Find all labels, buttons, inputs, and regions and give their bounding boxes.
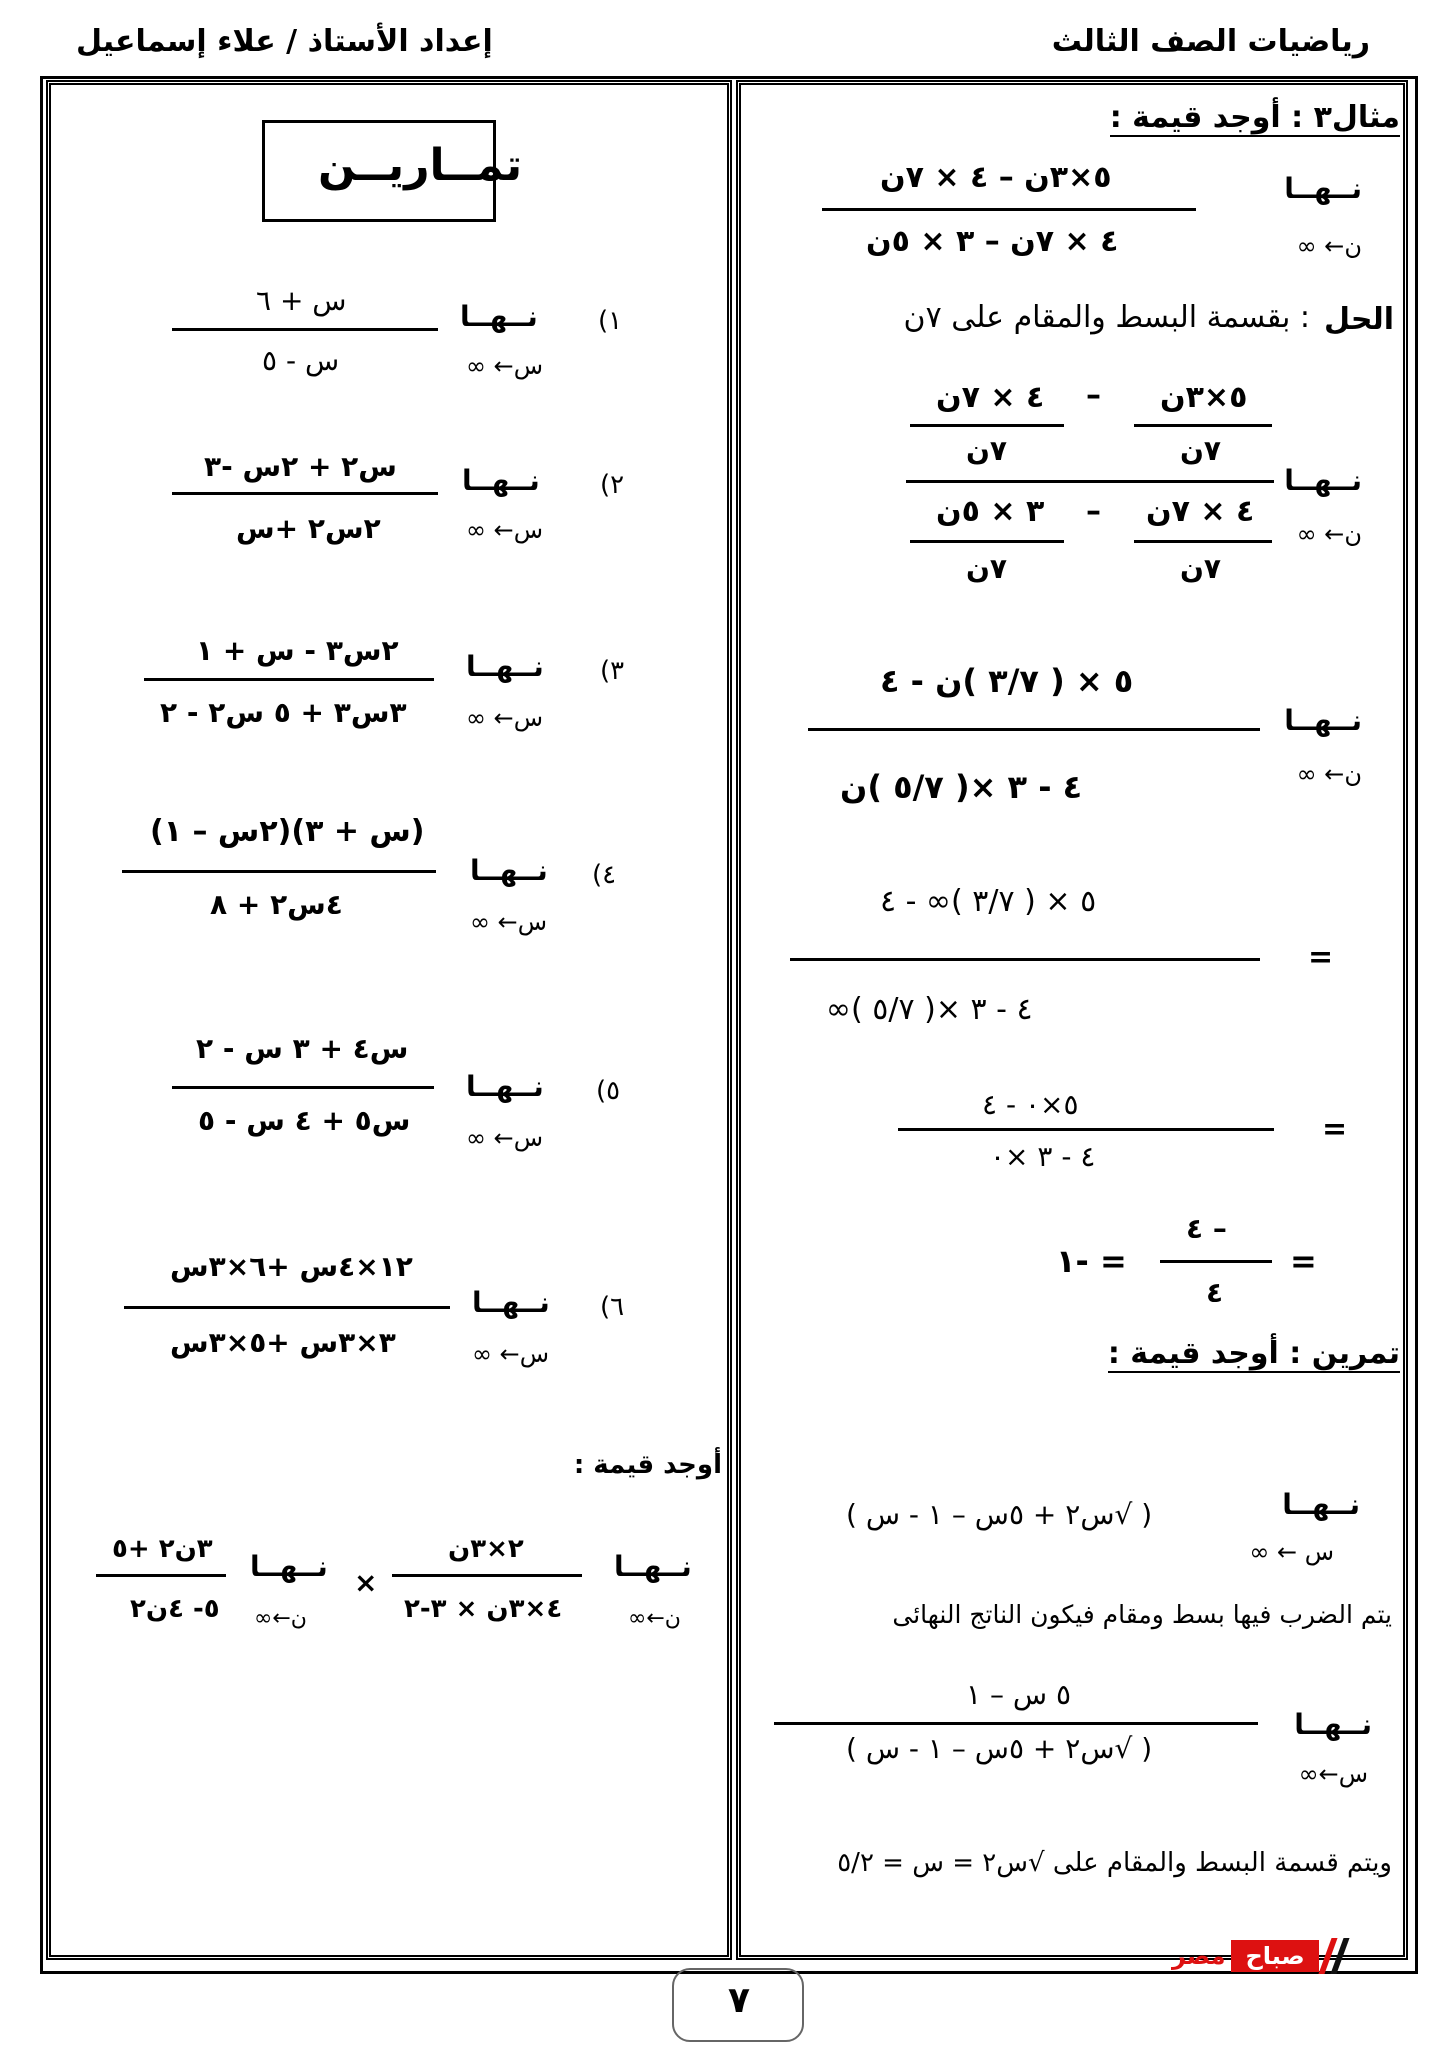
limit-subscript: س← ∞ [470,908,548,936]
fraction-bar [910,424,1064,427]
item-number: ٥) [596,1076,621,1106]
fraction-denominator: ٤ - ٣ ×( ٥/٧ )∞ [826,992,1033,1027]
limit-subscript: س← ∞ [466,352,544,380]
logo-text-a: صباح [1231,1940,1318,1972]
fraction-numerator: ١٢×٤س +٦×٣س [170,1250,413,1283]
fraction-numerator: س٤ + ٣ س - ٢ [196,1032,409,1065]
fraction-denominator: ٤ - ٣ ×٠ [990,1140,1096,1173]
limit-subscript: ن←∞ [628,1606,681,1631]
logo-text-b: مصر [1172,1942,1226,1970]
subject-header: رياضيات الصف الثالث [1051,24,1370,59]
exercise-title: تمرين : أوجد قيمة : [1107,1336,1400,1371]
lim-label: نــهــا [250,1550,328,1583]
fraction-bar [910,540,1064,543]
limit-subscript: س←∞ [1298,1760,1368,1788]
fraction-bar [906,480,1274,483]
term: ٥×٣ن [1160,380,1248,415]
fraction-denominator: س - ٥ [262,344,340,377]
lim-label: نــهــا [460,300,538,333]
fraction-denominator: ٤ × ٧ن – ٣ × ٥ن [866,224,1119,259]
limit-subscript: ن←∞ [254,1606,307,1631]
times-sign: × [354,1566,378,1599]
fraction-numerator: ٥×٣ن – ٤ × ٧ن [880,160,1112,195]
fraction-denominator: ٣س٣ + ٥ س٢ - ٢ [160,696,407,729]
fraction-bar [822,208,1196,211]
term: ٧ن [966,552,1007,585]
term: ٧ن [966,434,1007,467]
result: = -١ [1056,1242,1127,1280]
fraction-bar [898,1128,1274,1131]
fraction-numerator: ٢×٣ن [448,1534,524,1564]
fraction-bar [172,1086,434,1089]
item-number: ٣) [600,656,625,686]
author-header: إعداد الأستاذ / علاء إسماعيل [76,24,493,59]
fraction-bar [774,1722,1258,1725]
fraction-bar [124,1306,450,1309]
lim-label: نــهــا [470,854,548,887]
final-note: ويتم قسمة البسط والمقام على √س٢ = س = ٥/٢ [837,1848,1392,1878]
lim-label: نــهــا [614,1550,692,1583]
lim-label: نــهــا [1282,1488,1360,1521]
fraction-bar [144,678,434,681]
lim-label: نــهــا [462,464,540,497]
fraction-numerator: س٢ + ٢س -٣ [204,450,397,483]
item-number: ٦) [600,1292,625,1322]
limit-subscript: ن← ∞ [1296,520,1362,548]
minus-sign: – [1086,494,1101,529]
lim-label: نــهــا [1294,1708,1372,1741]
lim-label: نــهــا [1284,464,1362,497]
fraction-bar [808,728,1260,731]
term: ٤ × ٧ن [936,380,1045,415]
lim-label: نــهــا [466,650,544,683]
limit-subscript: س← ∞ [472,1340,550,1368]
fraction-denominator: ٤×٣ن × ٣-٢ [404,1594,563,1624]
fraction-numerator: ٥ س – ١ [966,1678,1071,1711]
fraction-numerator: (س + ٣)(٢س – ١) [150,814,425,849]
lim-label: نــهــا [1284,172,1362,205]
solution-label: الحل [1324,302,1394,337]
limit-subscript: س ← ∞ [1249,1538,1334,1566]
limit-subscript: ن← ∞ [1296,760,1362,788]
term: ٤ × ٧ن [1146,494,1255,529]
fraction-bar [172,492,438,495]
lim-label: نــهــا [1284,704,1362,737]
fraction-numerator: ٥ × ( ٣/٧ )ن - ٤ [880,662,1134,700]
item-number: ٢) [600,470,625,500]
exercise-note: يتم الضرب فيها بسط ومقام فيكون الناتج النهائى [892,1600,1392,1629]
fraction-denominator: ٤ [1206,1276,1224,1309]
fraction-numerator: ٥ × ( ٣/٧ )∞ - ٤ [880,884,1097,919]
fraction-numerator: س + ٦ [256,284,347,317]
example-title: مثال٣ : أوجد قيمة : [1109,100,1400,135]
fraction-denominator: س٥ + ٤ س - ٥ [198,1104,411,1137]
equals-sign: = [1308,940,1334,975]
limit-subscript: س← ∞ [466,704,544,732]
fraction-bar [790,958,1260,961]
fraction-denominator: ( √س٢ + ٥س – ١ - س ) [846,1732,1153,1765]
item-number: ١) [598,306,623,336]
find-title: أوجد قيمة : [573,1450,722,1480]
exercise-expression: ( √س٢ + ٥س – ١ - س ) [846,1498,1153,1531]
fraction-bar [1134,540,1272,543]
fraction-bar [392,1574,582,1577]
exercises-title: تمــاريــن [318,140,523,191]
fraction-numerator: – ٤ [1186,1212,1227,1245]
minus-sign: – [1086,378,1101,413]
term: ٣ × ٥ن [936,494,1045,529]
equals-sign: = [1290,1242,1317,1280]
fraction-bar [172,328,438,331]
fraction-numerator: ٣ن٢ +٥ [112,1534,213,1564]
page-number: ٧ [728,1980,750,2021]
left-column [46,80,732,1960]
fraction-bar [1134,424,1272,427]
site-logo [1172,1936,1343,1976]
fraction-bar [96,1574,226,1577]
equals-sign: = [1322,1112,1348,1147]
fraction-numerator: ٥×٠ - ٤ [982,1088,1079,1121]
item-number: ٤) [592,860,617,890]
fraction-denominator: ٤ - ٣ ×( ٥/٧ )ن [840,768,1083,806]
solution-text: : بقسمة البسط والمقام على ٧ن [903,300,1310,335]
fraction-denominator: ٥- ٤ن٢ [130,1594,220,1624]
fraction-denominator: ٢س٢ +س [236,512,381,545]
fraction-denominator: ٣×٣س +٥×٣س [170,1326,396,1359]
term: ٧ن [1180,434,1221,467]
fraction-bar [1160,1260,1272,1263]
lim-label: نــهــا [466,1070,544,1103]
term: ٧ن [1180,552,1221,585]
lim-label: نــهــا [472,1286,550,1319]
fraction-numerator: ٢س٣ - س + ١ [196,634,399,667]
limit-subscript: س← ∞ [466,516,544,544]
fraction-bar [122,870,436,873]
limit-subscript: ن← ∞ [1296,232,1362,260]
limit-subscript: س← ∞ [466,1124,544,1152]
fraction-denominator: ٤س٢ + ٨ [210,888,343,921]
